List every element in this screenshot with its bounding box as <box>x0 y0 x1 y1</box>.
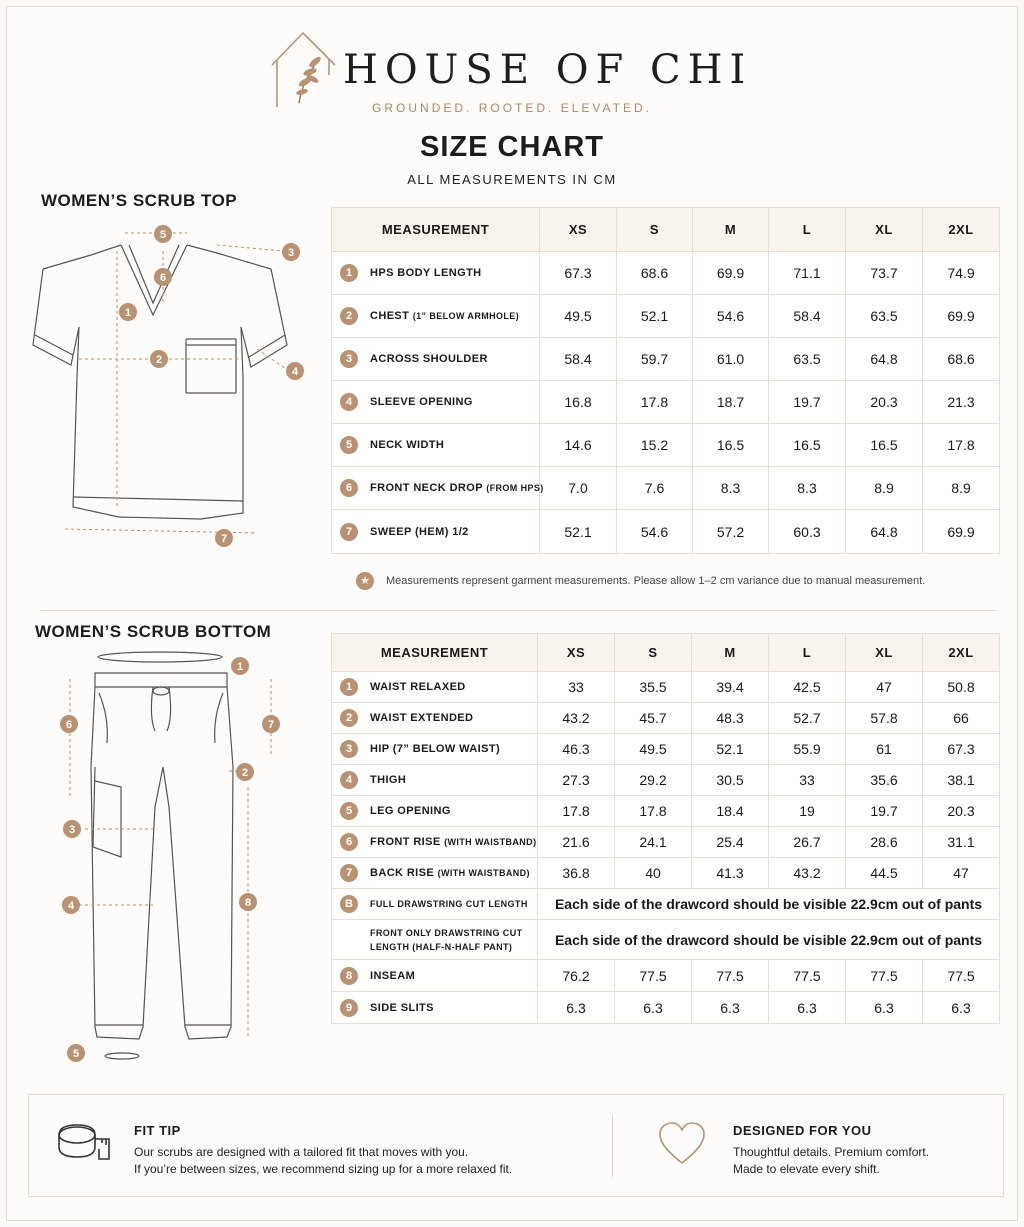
column-header: MEASUREMENT <box>332 208 540 252</box>
size-value-cell: 6.3 <box>923 992 1000 1024</box>
size-value-cell: 60.3 <box>769 510 846 554</box>
size-value-cell: 26.7 <box>769 827 846 858</box>
column-header-xs: XS <box>540 208 617 252</box>
measurement-cell <box>332 703 538 734</box>
size-value-cell: 49.5 <box>540 295 617 338</box>
column-header-l: L <box>769 208 846 252</box>
table-row <box>332 295 1000 338</box>
size-value-cell: 16.5 <box>769 424 846 467</box>
size-value-cell: 43.2 <box>769 858 846 889</box>
measurement-cell <box>332 252 540 295</box>
marker-3: 3 <box>68 824 76 836</box>
size-value-cell: 29.2 <box>615 765 692 796</box>
table-row <box>332 796 1000 827</box>
size-value-cell: 35.6 <box>846 765 923 796</box>
marker-6: 6 <box>65 719 73 731</box>
column-header: MEASUREMENT <box>332 634 538 672</box>
measurement-label: ACROSS SHOULDER <box>370 353 488 365</box>
marker-4: 4 <box>291 366 299 378</box>
size-value-cell: 71.1 <box>769 252 846 295</box>
row-number-badge: 4 <box>340 771 358 789</box>
marker-4: 4 <box>67 900 75 912</box>
row-number-badge: 5 <box>340 802 358 820</box>
column-header-s: S <box>617 208 693 252</box>
table-row <box>332 960 1000 992</box>
brand-header <box>7 29 1017 119</box>
size-value-cell: 77.5 <box>692 960 769 992</box>
page-subtitle: ALL MEASUREMENTS IN CM <box>407 172 617 187</box>
size-value-cell: 18.4 <box>692 796 769 827</box>
size-value-cell: 63.5 <box>846 295 923 338</box>
column-header-xs: XS <box>538 634 615 672</box>
measurement-label: LEG OPENING <box>370 805 451 817</box>
measurement-label: NECK WIDTH <box>370 439 445 451</box>
size-value-cell: 8.9 <box>846 467 923 510</box>
measurement-cell <box>332 338 540 381</box>
measurement-label: THIGH <box>370 774 407 786</box>
size-value-cell: 6.3 <box>769 992 846 1024</box>
measurement-label: FULL DRAWSTRING CUT LENGTH <box>370 899 528 909</box>
measurement-cell <box>332 920 538 960</box>
column-header-m: M <box>693 208 769 252</box>
row-number-badge: B <box>340 895 358 913</box>
size-value-cell: 40 <box>615 858 692 889</box>
measurement-cell <box>332 960 538 992</box>
size-value-cell: 69.9 <box>923 510 1000 554</box>
size-value-cell: 7.0 <box>540 467 617 510</box>
scrub-top-diagram <box>21 217 321 557</box>
size-value-cell: 43.2 <box>538 703 615 734</box>
table-row-drawstring <box>332 889 1000 920</box>
table-row <box>332 381 1000 424</box>
size-value-cell: 61 <box>846 734 923 765</box>
size-value-cell: 19 <box>769 796 846 827</box>
size-value-cell: 50.8 <box>923 672 1000 703</box>
star-icon: ★ <box>356 572 374 590</box>
measurement-cell <box>332 827 538 858</box>
size-value-cell: 19.7 <box>769 381 846 424</box>
size-value-cell: 54.6 <box>693 295 769 338</box>
size-value-cell: 16.8 <box>540 381 617 424</box>
size-value-cell: 45.7 <box>615 703 692 734</box>
size-value-cell: 33 <box>538 672 615 703</box>
heart-icon <box>657 1121 707 1167</box>
brand-name: HOUSE OF CHI <box>343 47 753 93</box>
row-number-badge: 2 <box>340 709 358 727</box>
column-header-xl: XL <box>846 208 923 252</box>
size-value-cell: 48.3 <box>692 703 769 734</box>
measurement-label: SIDE SLITS <box>370 1001 434 1014</box>
size-value-cell: 18.7 <box>693 381 769 424</box>
size-value-cell: 49.5 <box>615 734 692 765</box>
row-number-badge: 6 <box>340 833 358 851</box>
house-leaf-logo <box>269 29 339 109</box>
row-number-badge: 2 <box>340 307 358 325</box>
measurement-cell <box>332 765 538 796</box>
size-value-cell: 33 <box>769 765 846 796</box>
page-title: SIZE CHART <box>420 131 604 163</box>
section-divider <box>41 610 997 611</box>
table-row <box>332 858 1000 889</box>
size-value-cell: 55.9 <box>769 734 846 765</box>
measurement-qualifier: (WITH WAISTBAND) <box>444 837 537 847</box>
drawstring-instruction-cell: Each side of the drawcord should be visible 22.9cm out of pants <box>538 889 1000 920</box>
size-value-cell: 25.4 <box>692 827 769 858</box>
size-value-cell: 73.7 <box>846 252 923 295</box>
size-value-cell: 16.5 <box>846 424 923 467</box>
size-value-cell: 15.2 <box>617 424 693 467</box>
table-row <box>332 734 1000 765</box>
table-row <box>332 424 1000 467</box>
size-value-cell: 8.3 <box>693 467 769 510</box>
marker-7: 7 <box>267 719 275 731</box>
size-value-cell: 20.3 <box>923 796 1000 827</box>
marker-2: 2 <box>155 354 163 366</box>
bottom-table-header-row <box>332 634 1000 672</box>
measurement-qualifier: (1” BELOW ARMHOLE) <box>412 311 520 321</box>
measurement-label: INSEAM <box>370 969 416 982</box>
size-value-cell: 77.5 <box>615 960 692 992</box>
size-value-cell: 69.9 <box>693 252 769 295</box>
table-row <box>332 510 1000 554</box>
size-value-cell: 38.1 <box>923 765 1000 796</box>
size-value-cell: 69.9 <box>923 295 1000 338</box>
size-chart-page <box>6 6 1018 1221</box>
column-header-l: L <box>769 634 846 672</box>
row-number-badge: 5 <box>340 436 358 454</box>
table-row <box>332 992 1000 1024</box>
size-value-cell: 54.6 <box>617 510 693 554</box>
table-row <box>332 467 1000 510</box>
size-value-cell: 58.4 <box>540 338 617 381</box>
scrub-pants-diagram <box>37 647 297 1067</box>
table-row-drawstring <box>332 920 1000 960</box>
row-number-badge: 7 <box>340 523 358 541</box>
footer-panel <box>28 1094 1004 1197</box>
measurement-cell <box>332 796 538 827</box>
size-value-cell: 17.8 <box>615 796 692 827</box>
size-value-cell: 52.1 <box>540 510 617 554</box>
size-value-cell: 44.5 <box>846 858 923 889</box>
marker-1: 1 <box>236 661 244 673</box>
measurement-note-text: Measurements represent garment measurements. Please allow 1–2 cm variance due to manual measurement. <box>386 574 926 587</box>
measurement-cell <box>332 734 538 765</box>
marker-5: 5 <box>159 229 167 241</box>
measurement-label: CHEST <box>370 310 413 322</box>
column-header-2xl: 2XL <box>923 208 1000 252</box>
measurement-cell <box>332 992 538 1024</box>
measurement-label: WAIST RELAXED <box>370 681 466 693</box>
column-header-xl: XL <box>846 634 923 672</box>
size-value-cell: 39.4 <box>692 672 769 703</box>
size-value-cell: 21.6 <box>538 827 615 858</box>
row-number-badge: 4 <box>340 393 358 411</box>
size-value-cell: 17.8 <box>538 796 615 827</box>
size-value-cell: 66 <box>923 703 1000 734</box>
fit-tip-line-2: If you’re between sizes, we recommend sizing up for a more relaxed fit. <box>134 1162 513 1176</box>
size-value-cell: 6.3 <box>615 992 692 1024</box>
top-section-title: WOMEN’S SCRUB TOP <box>41 191 238 210</box>
marker-5: 5 <box>72 1048 80 1060</box>
size-value-cell: 68.6 <box>923 338 1000 381</box>
size-value-cell: 77.5 <box>846 960 923 992</box>
size-value-cell: 28.6 <box>846 827 923 858</box>
measurement-label: HIP (7” BELOW WAIST) <box>370 743 501 755</box>
bottom-section-title: WOMEN’S SCRUB BOTTOM <box>35 622 272 641</box>
size-value-cell: 64.8 <box>846 510 923 554</box>
size-value-cell: 8.3 <box>769 467 846 510</box>
measurement-qualifier: (FROM HPS) <box>486 483 544 493</box>
size-value-cell: 14.6 <box>540 424 617 467</box>
bottom-size-table <box>331 633 1000 1024</box>
column-header-s: S <box>615 634 692 672</box>
size-value-cell: 27.3 <box>538 765 615 796</box>
measurement-cell <box>332 424 540 467</box>
row-number-badge: 7 <box>340 864 358 882</box>
size-value-cell: 7.6 <box>617 467 693 510</box>
size-value-cell: 46.3 <box>538 734 615 765</box>
size-value-cell: 47 <box>923 858 1000 889</box>
size-value-cell: 35.5 <box>615 672 692 703</box>
table-row <box>332 252 1000 295</box>
measurement-cell <box>332 672 538 703</box>
measurement-label: SWEEP (HEM) 1/2 <box>370 525 469 538</box>
fit-tip-title: FIT TIP <box>134 1123 181 1138</box>
marker-8: 8 <box>244 897 252 909</box>
size-value-cell: 17.8 <box>923 424 1000 467</box>
row-number-badge: 1 <box>340 678 358 696</box>
size-value-cell: 31.1 <box>923 827 1000 858</box>
size-value-cell: 63.5 <box>769 338 846 381</box>
size-value-cell: 47 <box>846 672 923 703</box>
size-value-cell: 52.1 <box>692 734 769 765</box>
row-number-badge: 8 <box>340 967 358 985</box>
size-value-cell: 30.5 <box>692 765 769 796</box>
marker-7: 7 <box>220 533 228 545</box>
row-number-badge: 9 <box>340 999 358 1017</box>
row-number-badge: 3 <box>340 740 358 758</box>
measurement-note <box>356 572 925 590</box>
brand-tagline: GROUNDED. ROOTED. ELEVATED. <box>372 101 652 115</box>
column-header-m: M <box>692 634 769 672</box>
size-value-cell: 17.8 <box>617 381 693 424</box>
measurement-label: FRONT ONLY DRAWSTRING CUT LENGTH (HALF-N-HALF PANT) <box>370 927 523 952</box>
measurement-cell <box>332 889 538 920</box>
size-value-cell: 67.3 <box>540 252 617 295</box>
bottom-table-body <box>332 672 1000 1024</box>
size-value-cell: 74.9 <box>923 252 1000 295</box>
size-value-cell: 8.9 <box>923 467 1000 510</box>
footer-divider <box>612 1115 613 1177</box>
table-row <box>332 827 1000 858</box>
designed-line-1: Thoughtful details. Premium comfort. <box>733 1145 930 1159</box>
size-value-cell: 52.1 <box>617 295 693 338</box>
row-number-badge: 6 <box>340 479 358 497</box>
size-value-cell: 76.2 <box>538 960 615 992</box>
size-value-cell: 77.5 <box>769 960 846 992</box>
measurement-label: SLEEVE OPENING <box>370 396 473 408</box>
measurement-cell <box>332 510 540 554</box>
size-value-cell: 20.3 <box>846 381 923 424</box>
marker-1: 1 <box>124 307 132 319</box>
size-value-cell: 42.5 <box>769 672 846 703</box>
size-value-cell: 67.3 <box>923 734 1000 765</box>
size-value-cell: 36.8 <box>538 858 615 889</box>
measurement-cell <box>332 295 540 338</box>
drawstring-instruction-cell: Each side of the drawcord should be visible 22.9cm out of pants <box>538 920 1000 960</box>
measurement-label: WAIST EXTENDED <box>370 712 474 724</box>
fit-tip-line-1: Our scrubs are designed with a tailored fit that moves with you. <box>134 1145 469 1159</box>
designed-line-2: Made to elevate every shift. <box>733 1162 880 1176</box>
table-row <box>332 672 1000 703</box>
measuring-tape-icon <box>55 1121 111 1165</box>
measurement-cell <box>332 858 538 889</box>
size-value-cell: 77.5 <box>923 960 1000 992</box>
top-table-body <box>332 252 1000 554</box>
column-header-2xl: 2XL <box>923 634 1000 672</box>
size-value-cell: 6.3 <box>846 992 923 1024</box>
measurement-label: BACK RISE <box>370 867 438 879</box>
size-value-cell: 52.7 <box>769 703 846 734</box>
measurement-label: FRONT NECK DROP <box>370 482 487 494</box>
size-value-cell: 57.2 <box>693 510 769 554</box>
measurement-cell <box>332 467 544 510</box>
size-value-cell: 57.8 <box>846 703 923 734</box>
table-row <box>332 338 1000 381</box>
size-value-cell: 19.7 <box>846 796 923 827</box>
size-value-cell: 59.7 <box>617 338 693 381</box>
top-size-table <box>331 207 1000 554</box>
marker-6: 6 <box>159 272 167 284</box>
designed-title: DESIGNED FOR YOU <box>733 1123 872 1138</box>
size-value-cell: 24.1 <box>615 827 692 858</box>
marker-3: 3 <box>287 247 295 259</box>
measurement-label: FRONT RISE <box>370 836 445 848</box>
size-value-cell: 21.3 <box>923 381 1000 424</box>
size-value-cell: 6.3 <box>538 992 615 1024</box>
row-number-badge: 1 <box>340 264 358 282</box>
size-value-cell: 68.6 <box>617 252 693 295</box>
size-value-cell: 41.3 <box>692 858 769 889</box>
measurement-qualifier: (WITH WAISTBAND) <box>437 868 530 878</box>
row-number-badge: 3 <box>340 350 358 368</box>
marker-2: 2 <box>241 767 249 779</box>
table-row <box>332 703 1000 734</box>
size-value-cell: 58.4 <box>769 295 846 338</box>
table-row <box>332 765 1000 796</box>
size-value-cell: 64.8 <box>846 338 923 381</box>
size-value-cell: 61.0 <box>693 338 769 381</box>
size-value-cell: 16.5 <box>693 424 769 467</box>
size-value-cell: 6.3 <box>692 992 769 1024</box>
measurement-label: HPS BODY LENGTH <box>370 267 482 279</box>
top-table-header-row <box>332 208 1000 252</box>
measurement-cell <box>332 381 540 424</box>
